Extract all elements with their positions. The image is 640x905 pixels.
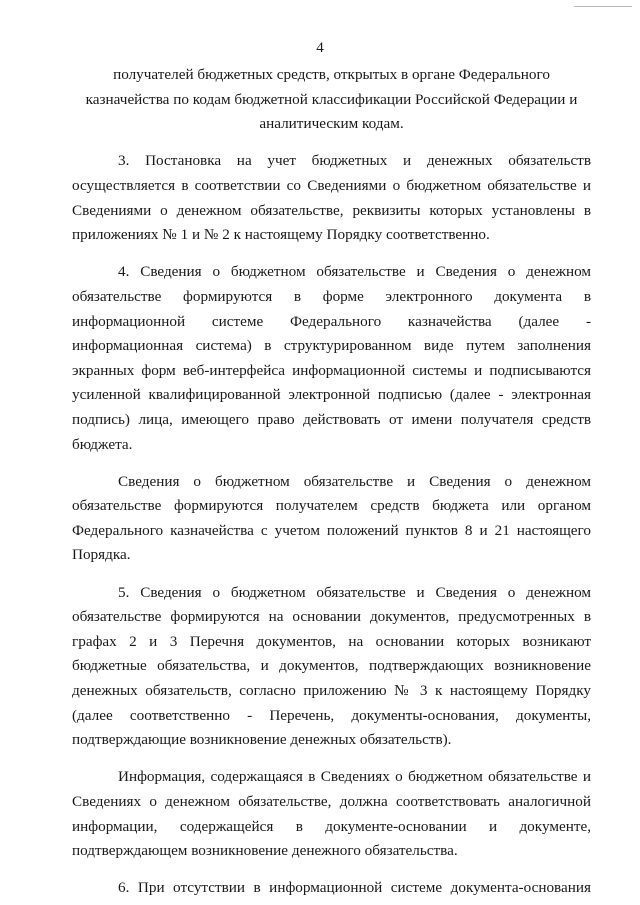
paragraph-item-6: 6. При отсутствии в информационной системе документа-основания — [118, 879, 591, 897]
paragraph-continuation: получателей бюджетных средств, открытых в органе Федерального казначейства по кодам бюджетной классификации Российской Федерации и аналитическим кодам. — [85, 66, 578, 133]
paragraph-item-3: 3. Постановка на учет бюджетных и денежных обязательств осуществляется в соответствии со Сведениями о бюджетном обязательстве и Сведениями о денежном обязательстве, реквизиты которых установлены в приложениях № 1 и № 2 к настоящему Порядку соответственно. — [72, 152, 591, 244]
corner-scan-mark — [574, 6, 632, 7]
document-body — [72, 63, 591, 901]
paragraph-item-5-continued: Информация, содержащаяся в Сведениях о бюджетном обязательстве и Сведениях о денежном обязательстве, должна соответствовать аналогичной информации, содержащейся в документе-основании и документе, подтверждающем возникновение денежного обязательства. — [72, 768, 591, 860]
paragraph-item-4: 4. Сведения о бюджетном обязательстве и Сведения о денежном обязательстве формируются в форме электронного документа в информационной системе Федерального казначейства (далее - информационная система) в структурированном виде путем заполнения экранных форм веб-интерфейса информационной системы и подписываются усиленной квалифицированной электронной подписью (далее - электронная подпись) лица, имеющего право действовать от имени получателя средств бюджета. — [72, 263, 591, 453]
paragraph-item-5: 5. Сведения о бюджетном обязательстве и Сведения о денежном обязательстве формируются на основании документов, предусмотренных в графах 2 и 3 Перечня документов, на основании которых возникают бюджетные обязательства, и документов, подтверждающих возникновение денежных обязательств, согласно приложению № 3 к настоящему Порядку (далее соответственно - Перечень, документы-основания, документы, подтверждающие возникновение денежных обязательств). — [72, 583, 591, 749]
paragraph-item-4-continued: Сведения о бюджетном обязательстве и Сведения о денежном обязательстве формируются получателем средств бюджета или органом Федерального казначейства с учетом положений пунктов 8 и 21 настоящего Порядка. — [72, 472, 591, 564]
page-number: 4 — [316, 40, 324, 56]
